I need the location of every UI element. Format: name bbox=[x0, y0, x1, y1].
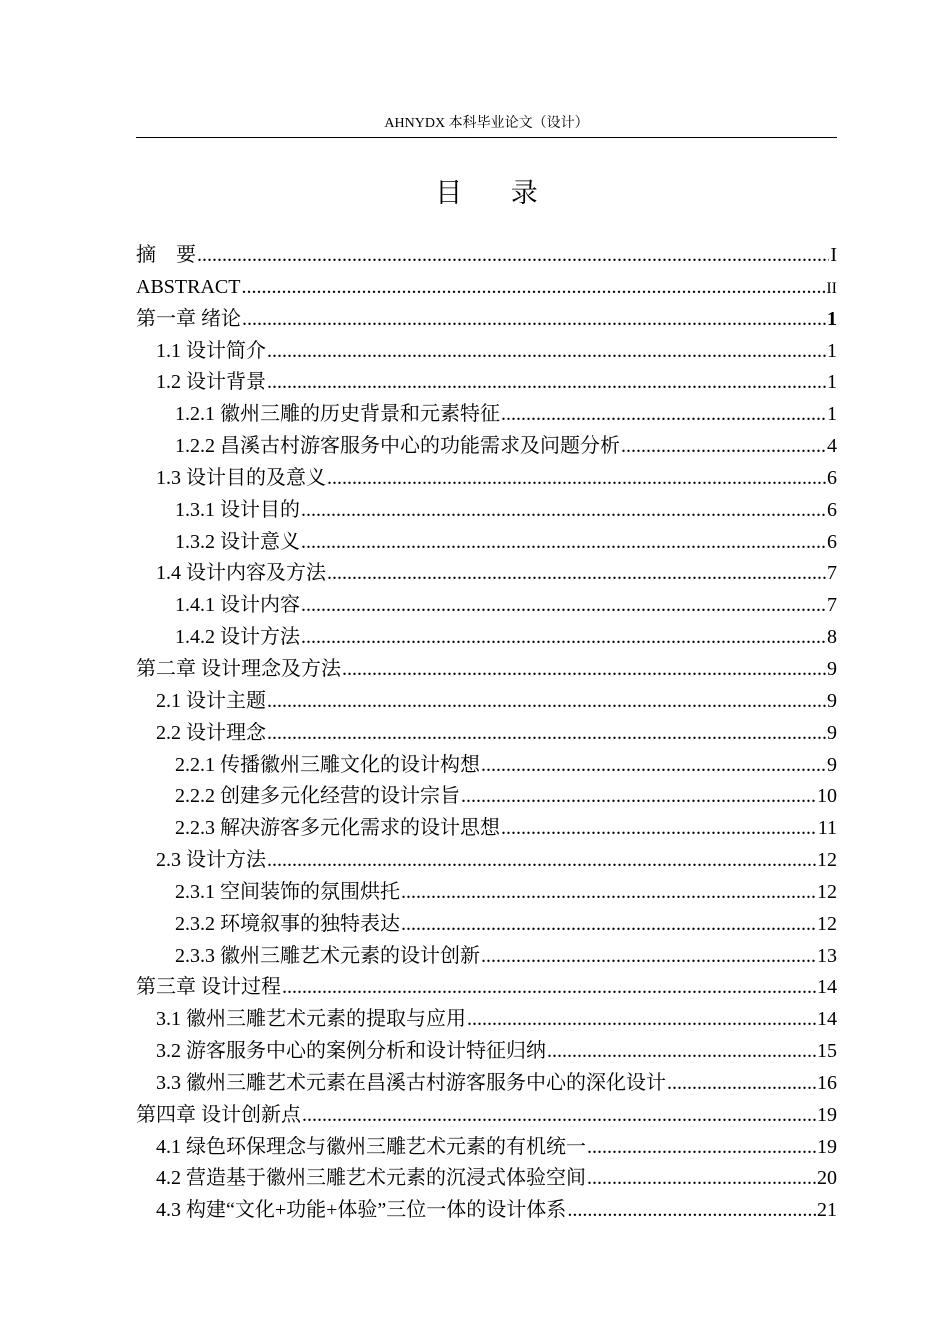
toc-entry-label: 1.2.2 昌溪古村游客服务中心的功能需求及问题分析 bbox=[175, 435, 620, 458]
toc-entry-label: 1.2 设计背景 bbox=[156, 371, 266, 394]
toc-entry[interactable] bbox=[136, 1004, 837, 1036]
toc-entry-page: 7 bbox=[827, 562, 837, 585]
toc-entry-label: 第四章 设计创新点 bbox=[136, 1103, 301, 1126]
toc-entry-label: 4.2 营造基于徽州三雕艺术元素的沉浸式体验空间 bbox=[156, 1167, 586, 1190]
toc-entry-label: 摘 要 bbox=[136, 244, 196, 266]
toc-leader-dots bbox=[197, 240, 829, 272]
toc-entry[interactable] bbox=[136, 686, 837, 718]
toc-entry-label: 3.3 徽州三雕艺术元素在昌溪古村游客服务中心的深化设计 bbox=[156, 1071, 666, 1094]
toc-entry-page: 15 bbox=[817, 1040, 837, 1063]
toc-leader-dots bbox=[481, 750, 826, 782]
toc-leader-dots bbox=[621, 431, 826, 463]
toc-leader-dots bbox=[567, 1195, 816, 1227]
toc-leader-dots bbox=[267, 686, 826, 718]
toc-entry[interactable] bbox=[136, 304, 837, 336]
toc-entry[interactable] bbox=[136, 1068, 837, 1100]
toc-entry[interactable] bbox=[136, 240, 837, 272]
toc-entry-page: 6 bbox=[827, 498, 837, 521]
toc-entry-page: 6 bbox=[827, 530, 837, 553]
toc-leader-dots bbox=[302, 1100, 816, 1132]
toc-entry[interactable] bbox=[136, 336, 837, 368]
toc-entry-label: 4.1 绿色环保理念与徽州三雕艺术元素的有机统一 bbox=[156, 1135, 586, 1158]
toc-entry[interactable] bbox=[136, 1036, 837, 1068]
toc-leader-dots bbox=[401, 877, 816, 909]
toc-entry-label: 2.2.3 解决游客多元化需求的设计思想 bbox=[175, 817, 500, 840]
toc-entry[interactable] bbox=[136, 527, 837, 559]
toc-leader-dots bbox=[481, 941, 816, 973]
toc-entry-page: 16 bbox=[817, 1071, 837, 1094]
toc-leader-dots bbox=[587, 1163, 816, 1195]
toc-entry-page: 1 bbox=[827, 339, 837, 362]
toc-entry[interactable] bbox=[136, 558, 837, 590]
toc-entry[interactable] bbox=[136, 463, 837, 495]
toc-entry[interactable] bbox=[136, 622, 837, 654]
toc-entry[interactable] bbox=[136, 431, 837, 463]
toc-entry-page: 9 bbox=[827, 753, 837, 776]
toc-entry-page: 9 bbox=[827, 689, 837, 712]
toc-entry-label: 4.3 构建“文化+功能+体验”三位一体的设计体系 bbox=[156, 1199, 567, 1222]
page-title: 目 录 bbox=[435, 178, 558, 209]
toc-entry-label: 2.1 设计主题 bbox=[156, 689, 266, 712]
toc-entry-page: 7 bbox=[827, 594, 837, 617]
toc-entry[interactable] bbox=[136, 1163, 837, 1195]
toc-entry-page: 14 bbox=[817, 1008, 837, 1031]
toc-entry-label: 2.2.2 创建多元化经营的设计宗旨 bbox=[175, 785, 460, 808]
toc-entry-label: 1.2.1 徽州三雕的历史背景和元素特征 bbox=[175, 403, 500, 426]
toc-leader-dots bbox=[301, 590, 826, 622]
toc-leader-dots bbox=[267, 336, 826, 368]
toc-entry[interactable] bbox=[136, 813, 837, 845]
toc-entry-page: 12 bbox=[817, 912, 837, 935]
toc-leader-dots bbox=[467, 1004, 816, 1036]
toc-entry-page: I bbox=[830, 244, 837, 266]
toc-entry[interactable] bbox=[136, 1195, 837, 1227]
toc-entry[interactable] bbox=[136, 941, 837, 973]
toc-leader-dots bbox=[401, 909, 816, 941]
toc-leader-dots bbox=[342, 654, 826, 686]
toc-leader-dots bbox=[242, 304, 826, 336]
toc-entry-page: 1 bbox=[827, 307, 837, 330]
toc-leader-dots bbox=[667, 1068, 816, 1100]
toc-entry-label: 2.3.1 空间装饰的氛围烘托 bbox=[175, 880, 400, 903]
toc-entry-page: 14 bbox=[817, 976, 837, 999]
toc-entry-page: 6 bbox=[827, 466, 837, 489]
toc-leader-dots bbox=[241, 272, 825, 304]
toc-entry[interactable] bbox=[136, 845, 837, 877]
toc-entry[interactable] bbox=[136, 972, 837, 1004]
toc-entry[interactable] bbox=[136, 909, 837, 941]
toc-entry[interactable] bbox=[136, 399, 837, 431]
toc-entry-page: 1 bbox=[827, 403, 837, 426]
toc-entry[interactable] bbox=[136, 590, 837, 622]
toc-leader-dots bbox=[501, 399, 826, 431]
toc-entry-label: 第一章 绪论 bbox=[136, 307, 241, 330]
toc-entry-label: 1.4.2 设计方法 bbox=[175, 626, 300, 649]
toc-leader-dots bbox=[267, 718, 826, 750]
toc-entry[interactable] bbox=[136, 654, 837, 686]
toc-entry-page: 9 bbox=[827, 657, 837, 680]
toc-entry-page: 13 bbox=[817, 944, 837, 967]
toc-leader-dots bbox=[301, 495, 826, 527]
toc-entry[interactable] bbox=[136, 495, 837, 527]
toc-entry-label: 1.3.2 设计意义 bbox=[175, 530, 300, 553]
toc-entry-page: 9 bbox=[827, 721, 837, 744]
toc-entry-page: 20 bbox=[817, 1167, 837, 1190]
toc-entry-page: 19 bbox=[817, 1135, 837, 1158]
toc-entry-label: 2.2 设计理念 bbox=[156, 721, 266, 744]
toc-entry-page: 8 bbox=[827, 626, 837, 649]
toc-leader-dots bbox=[327, 463, 826, 495]
toc-entry-label: 1.4.1 设计内容 bbox=[175, 594, 300, 617]
toc-entry-label: 1.4 设计内容及方法 bbox=[156, 562, 326, 585]
header-rule bbox=[136, 137, 837, 138]
toc-leader-dots bbox=[301, 527, 826, 559]
toc-entry[interactable] bbox=[136, 367, 837, 399]
toc-entry[interactable] bbox=[136, 750, 837, 782]
toc-entry-label: 3.1 徽州三雕艺术元素的提取与应用 bbox=[156, 1008, 466, 1031]
running-header: AHNYDX 本科毕业论文（设计） bbox=[384, 116, 589, 131]
toc-entry[interactable] bbox=[136, 1100, 837, 1132]
toc-leader-dots bbox=[301, 622, 826, 654]
toc-entry-page: 4 bbox=[827, 435, 837, 458]
toc-entry-label: ABSTRACT bbox=[136, 275, 241, 298]
toc-entry-page: 12 bbox=[817, 849, 837, 872]
toc-entry-page: 11 bbox=[817, 817, 837, 840]
toc-entry-label: 2.3.2 环境叙事的独特表达 bbox=[175, 912, 400, 935]
toc-entry[interactable] bbox=[136, 781, 837, 813]
toc-leader-dots bbox=[587, 1132, 816, 1164]
toc-leader-dots bbox=[461, 781, 816, 813]
toc-entry[interactable] bbox=[136, 1132, 837, 1164]
toc-entry[interactable] bbox=[136, 272, 837, 304]
toc-leader-dots bbox=[267, 367, 826, 399]
toc-entry-page: 21 bbox=[817, 1199, 837, 1222]
toc-entry-label: 第二章 设计理念及方法 bbox=[136, 657, 341, 680]
toc-entry-label: 第三章 设计过程 bbox=[136, 976, 281, 999]
toc-entry-label: 1.3.1 设计目的 bbox=[175, 498, 300, 521]
toc-entry-label: 2.2.1 传播徽州三雕文化的设计构想 bbox=[175, 753, 480, 776]
toc-leader-dots bbox=[501, 813, 817, 845]
toc-entry-page: 1 bbox=[827, 371, 837, 394]
toc-leader-dots bbox=[267, 845, 816, 877]
toc-leader-dots bbox=[327, 558, 826, 590]
toc-entry-page: II bbox=[826, 279, 837, 297]
toc-leader-dots bbox=[282, 972, 816, 1004]
toc-leader-dots bbox=[547, 1036, 816, 1068]
toc-entry[interactable] bbox=[136, 718, 837, 750]
toc-entry-page: 10 bbox=[817, 785, 837, 808]
toc-entry-label: 2.3.3 徽州三雕艺术元素的设计创新 bbox=[175, 944, 480, 967]
toc-entry-label: 1.3 设计目的及意义 bbox=[156, 466, 326, 489]
toc-entry[interactable] bbox=[136, 877, 837, 909]
toc-entry-label: 2.3 设计方法 bbox=[156, 849, 266, 872]
table-of-contents bbox=[136, 240, 837, 1227]
toc-entry-page: 19 bbox=[817, 1103, 837, 1126]
toc-entry-label: 1.1 设计简介 bbox=[156, 339, 266, 362]
toc-entry-page: 12 bbox=[817, 880, 837, 903]
toc-entry-label: 3.2 游客服务中心的案例分析和设计特征归纳 bbox=[156, 1040, 546, 1063]
